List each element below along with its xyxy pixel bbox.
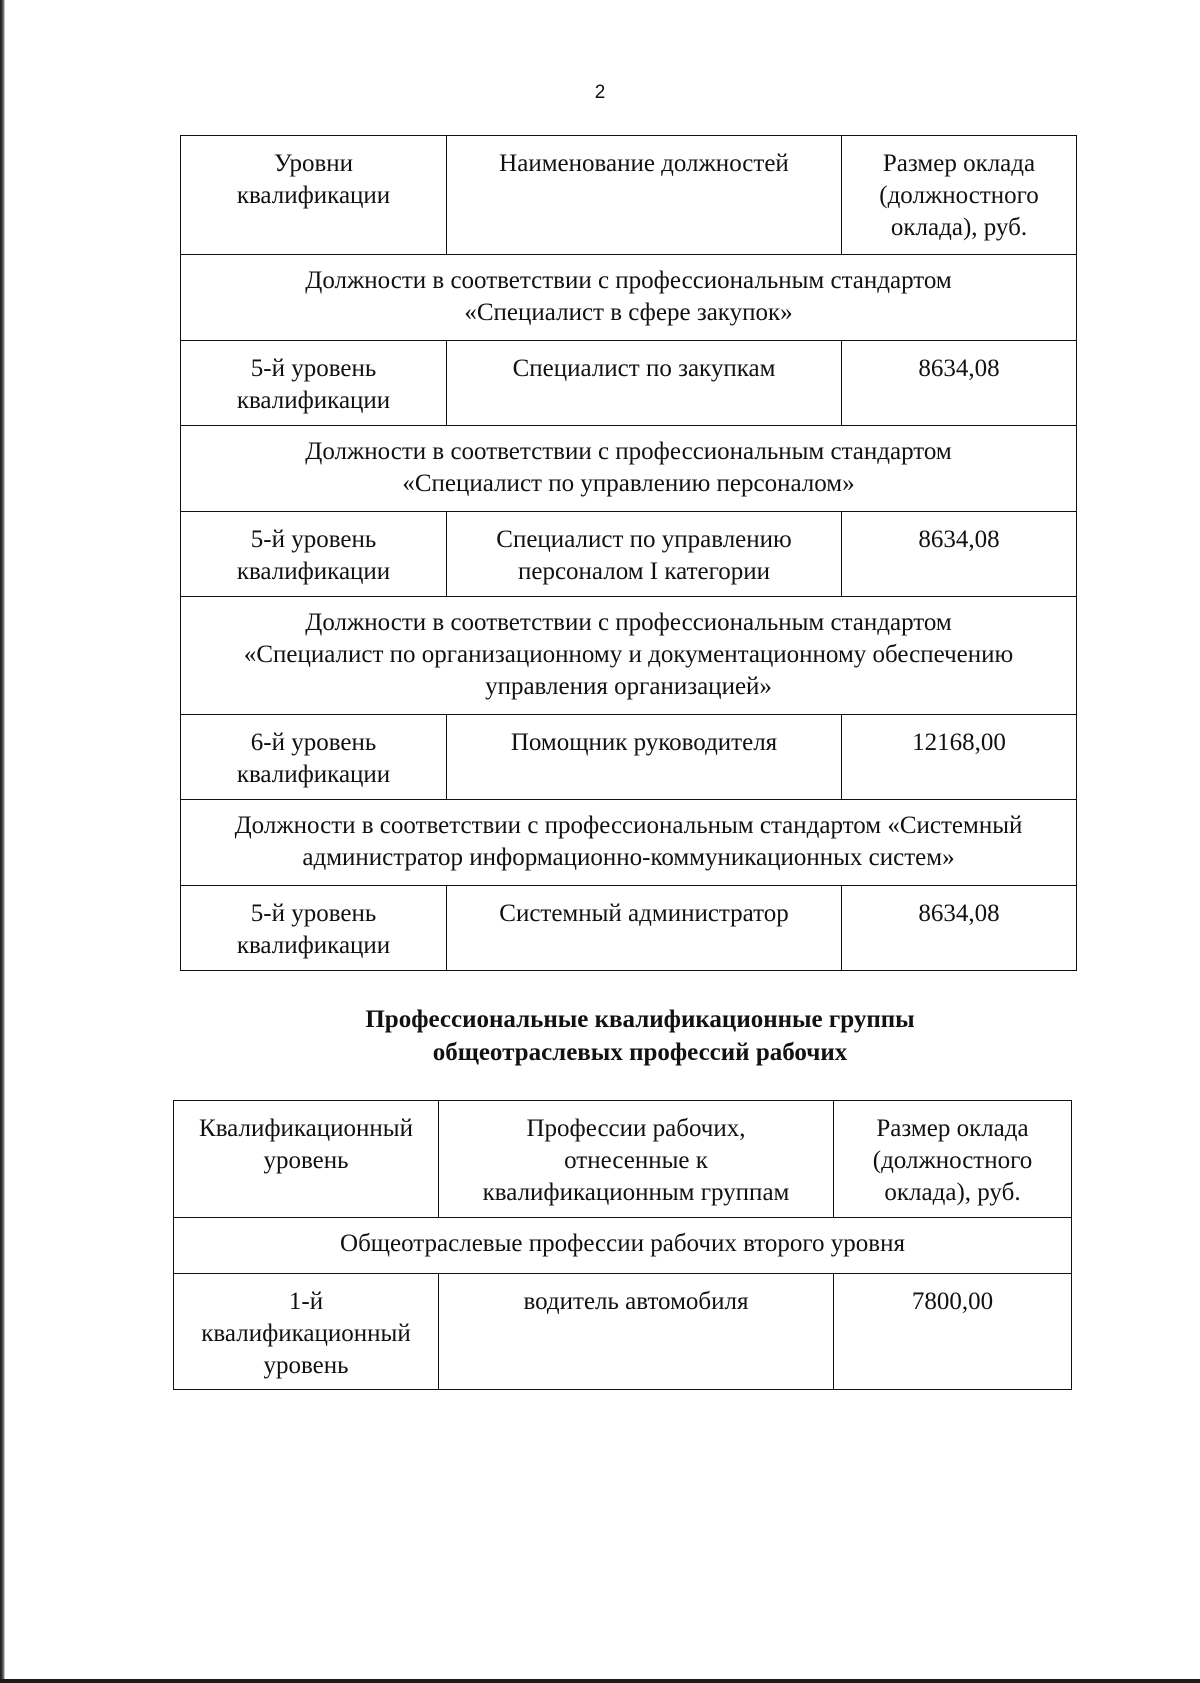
table-row xyxy=(181,886,1077,971)
cell-salary: 7800,00 xyxy=(834,1274,1072,1390)
group-title: Общеотраслевые профессии рабочих второго уровня xyxy=(174,1218,1072,1274)
cell-salary: 8634,08 xyxy=(842,512,1077,597)
group-title-row xyxy=(181,426,1077,512)
cell-position: Системный администратор xyxy=(447,886,842,971)
cell-level: 6-й уровень квалификации xyxy=(181,715,447,800)
cell-level: 1-й квалификационный уровень xyxy=(174,1274,439,1390)
salary-table-positions xyxy=(180,135,1077,971)
table-row xyxy=(181,341,1077,426)
group-title: Должности в соответствии с профессиональным стандартом «Специалист в сфере закупок» xyxy=(181,255,1077,341)
header-salary: Размер оклада (должностного оклада), руб. xyxy=(842,136,1077,255)
group-title-row xyxy=(181,255,1077,341)
section-title-line: Профессиональные квалификационные группы xyxy=(365,1006,915,1033)
cell-salary: 8634,08 xyxy=(842,341,1077,426)
table-row xyxy=(181,512,1077,597)
table-row xyxy=(174,1274,1072,1390)
cell-salary: 12168,00 xyxy=(842,715,1077,800)
table-row xyxy=(181,715,1077,800)
group-title-row xyxy=(181,800,1077,886)
section-title xyxy=(0,1003,1200,1069)
cell-level: 5-й уровень квалификации xyxy=(181,512,447,597)
group-title: Должности в соответствии с профессиональным стандартом «Системный администратор информационно-коммуникационных систем» xyxy=(181,800,1077,886)
scan-edge-bottom xyxy=(0,1679,1200,1683)
header-professions: Профессии рабочих, отнесенные к квалификационным группам xyxy=(439,1101,834,1218)
scan-edge-left xyxy=(0,0,5,1683)
cell-level: 5-й уровень квалификации xyxy=(181,341,447,426)
cell-salary: 8634,08 xyxy=(842,886,1077,971)
group-title: Должности в соответствии с профессиональным стандартом «Специалист по управлению персоналом» xyxy=(181,426,1077,512)
cell-position: водитель автомобиля xyxy=(439,1274,834,1390)
header-salary: Размер оклада (должностного оклада), руб. xyxy=(834,1101,1072,1218)
table-header-row xyxy=(174,1101,1072,1218)
header-levels: Уровни квалификации xyxy=(181,136,447,255)
page-number: 2 xyxy=(594,82,606,103)
group-title: Должности в соответствии с профессиональным стандартом «Специалист по организационному и документационному обеспечению управления организацией» xyxy=(181,597,1077,715)
cell-position: Помощник руководителя xyxy=(447,715,842,800)
cell-position: Специалист по закупкам xyxy=(447,341,842,426)
header-qualification-level: Квалификационный уровень xyxy=(174,1101,439,1218)
section-title-line: общеотраслевых профессий рабочих xyxy=(432,1039,848,1066)
salary-table-workers xyxy=(173,1100,1072,1390)
group-title-row xyxy=(181,597,1077,715)
header-positions: Наименование должностей xyxy=(447,136,842,255)
group-title-row xyxy=(174,1218,1072,1274)
cell-level: 5-й уровень квалификации xyxy=(181,886,447,971)
cell-position: Специалист по управлению персоналом I категории xyxy=(447,512,842,597)
table-header-row xyxy=(181,136,1077,255)
